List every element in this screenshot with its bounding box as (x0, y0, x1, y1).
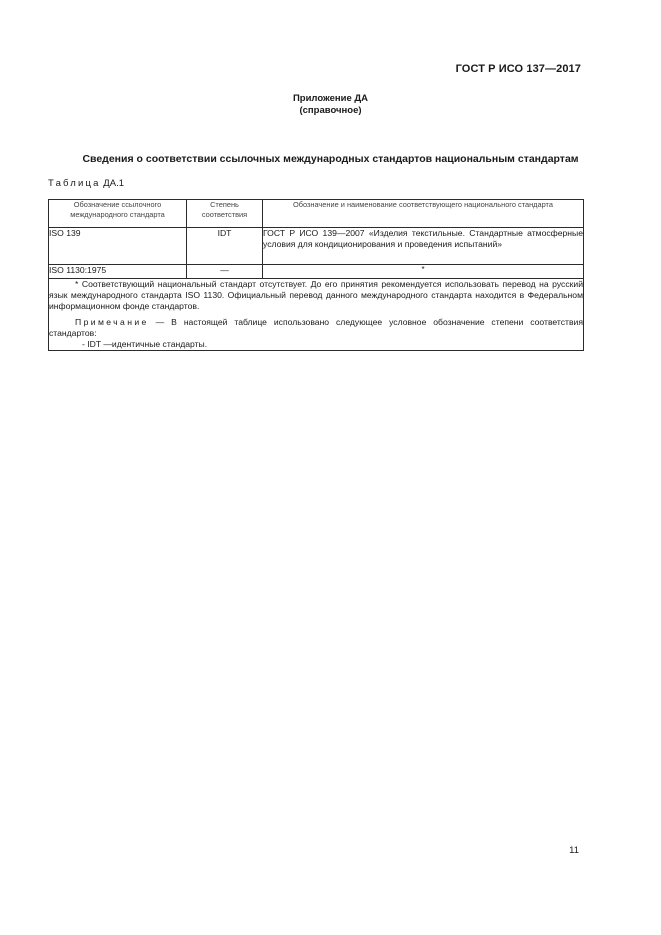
cell-designation: ISO 139 (49, 228, 187, 265)
correspondence-table (48, 199, 584, 351)
table-caption-word: Таблица (48, 178, 101, 189)
table-row (49, 228, 584, 265)
document-code: ГОСТ Р ИСО 137—2017 (455, 63, 581, 75)
cell-national: ГОСТ Р ИСО 139—2007 «Изделия текстильные. Стандартные атмосферные условия для кондиционирования и проведения испытаний» (263, 228, 584, 265)
note-text: — В настоящей таблице использовано следующее условное обозначение степени соответствия стандартов: (49, 317, 583, 338)
table-note (49, 317, 583, 339)
note-item: - IDT —идентичные стандарты. (82, 339, 208, 349)
note-label: Примечание (75, 317, 149, 327)
cell-degree: — (187, 265, 263, 279)
column-header-national: Обозначение и наименование соответствующего национального стандарта (263, 200, 584, 228)
cell-designation: ISO 1130:1975 (49, 265, 187, 279)
table-caption (48, 178, 124, 189)
section-heading: Сведения о соответствии ссылочных международных стандартов национальным стандартам (82, 153, 579, 165)
annex-title: Приложение ДА (292, 93, 369, 104)
table-notes (49, 279, 584, 351)
table-notes-row (49, 279, 584, 351)
annex-subtitle: (справочное) (299, 105, 362, 116)
annex-heading (0, 93, 661, 117)
table-footnote: * Соответствующий национальный стандарт отсутствует. До его принятия рекомендуется использовать перевод на русский язык международного стандарта ISO 1130. Официальный перевод данного международного стандарта находится в Федеральном информационном фонде стандартов. (49, 279, 583, 311)
table-row (49, 265, 584, 279)
cell-national: * (263, 265, 584, 279)
column-header-degree: Степень соответствия (187, 200, 263, 228)
table-caption-number: ДА.1 (103, 178, 124, 189)
page-number: 11 (569, 845, 579, 856)
column-header-designation: Обозначение ссылочного международного стандарта (49, 200, 187, 228)
cell-degree: IDT (187, 228, 263, 265)
table-header-row (49, 200, 584, 228)
